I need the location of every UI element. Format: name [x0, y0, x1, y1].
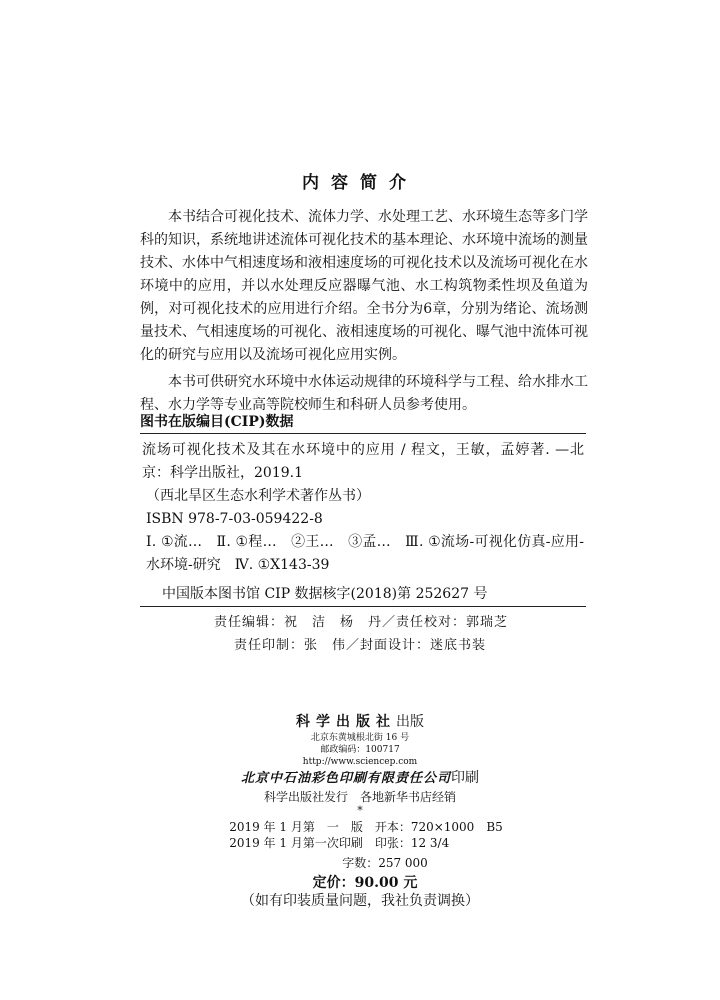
summary-body: [140, 206, 588, 421]
publisher-line: [0, 712, 720, 732]
cip-isbn: ISBN 978-7-03-059422-8: [146, 511, 323, 527]
publisher-website: http://www.sciencep.com: [302, 757, 418, 767]
publisher-name: 科学出版社: [296, 714, 396, 730]
imprint-block: [0, 712, 720, 909]
summary-title: 内容简介: [302, 173, 418, 193]
staff-editor-line: 责任编辑：祝 洁 杨 丹／责任校对：郭瑞芝: [214, 615, 509, 630]
separator-star: *: [357, 804, 363, 817]
cip-classification: Ⅰ. ①流… Ⅱ. ①程… ②王… ③孟… Ⅲ. ①流场-可视化仿真-应用-水环境-研究 Ⅳ. ①X143-39: [146, 534, 584, 573]
printer-suffix: 印刷: [451, 770, 479, 786]
distribution-line: 科学出版社发行 各地新华书店经销: [263, 790, 456, 804]
printer-line: [0, 768, 720, 789]
edition-line-2: 2019 年 1 月第一次印刷 印张：12 3/4: [229, 836, 450, 850]
word-count: 字数：257 000: [342, 856, 428, 870]
summary-paragraph-2: 本书可供研究水环境中水体运动规律的环境科学与工程、给水排水工程、水力学等专业高等院校师生和科研人员参考使用。: [140, 374, 588, 413]
quality-note: （如有印装质量问题，我社负责调换）: [241, 893, 479, 909]
cip-record: [140, 433, 586, 607]
cip-data-number: 中国版本图书馆 CIP 数据核字(2018)第 252627 号: [162, 586, 488, 602]
staff-credits: [214, 611, 508, 657]
edition-info: [0, 819, 720, 851]
publisher-address: 北京东黄城根北街 16 号: [310, 733, 410, 743]
staff-printing-line: 责任印制：张 伟／封面设计：迷底书装: [234, 638, 487, 653]
publisher-suffix: 出版: [396, 714, 424, 730]
edition-line-1: 2019 年 1 月第 一 版 开本：720×1000 B5: [229, 820, 503, 834]
cip-title: 图书在版编目(CIP)数据: [140, 414, 294, 430]
summary-paragraph-1: 本书结合可视化技术、流体力学、水处理工艺、水环境生态等多门学科的知识，系统地讲述流体可视化技术的基本理论、水环境中流场的测量技术、水体中气相速度场和液相速度场的可视化技术以及流场可视化在水环境中的应用，并以水处理反应器曝气池、水工构筑物柔性坝及鱼道为例，对可视化技术的应用进行介绍。全书分为6章，分别为绪论、流场测量技术、气相速度场的可视化、液相速度场的可视化、曝气池中流体可视化的研究与应用以及流场可视化应用实例。: [140, 209, 588, 363]
printer-name: 北京中石油彩色印刷有限责任公司: [240, 771, 451, 786]
cip-title-line: 流场可视化技术及其在水环境中的应用 / 程文，王敏，孟婷著. —北京：科学出版社，2019.1: [142, 442, 584, 481]
cip-series: （西北旱区生态水利学术著作丛书）: [146, 488, 370, 504]
price: 定价：90.00 元: [312, 875, 418, 891]
publisher-postcode: 邮政编码：100717: [320, 745, 400, 755]
